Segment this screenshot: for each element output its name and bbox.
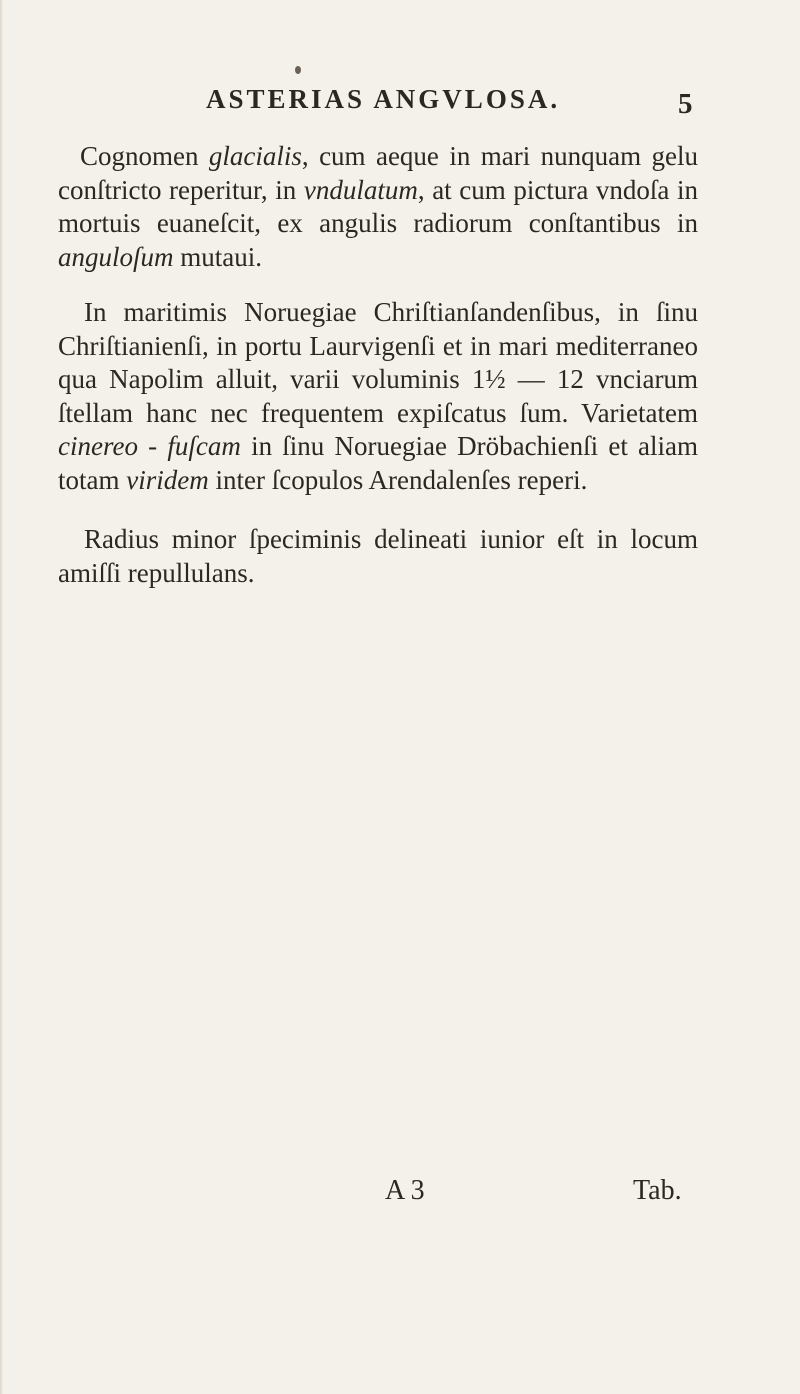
page-header xyxy=(0,84,800,124)
page-number: 5 xyxy=(678,88,693,120)
paragraph-2-text-1: In maritimis Noruegiae Chriſtianſandenſibus, in ſinu Chriſtianienſi, in portu Laurvigenſi et in mari mediterraneo qua Napolim alluit, varii voluminis 1½ — 12 vnciarum ſtellam hanc nec frequentem expiſcatus ſum. Varietatem xyxy=(58,297,698,428)
paragraph-1 xyxy=(58,140,698,274)
term-glacialis: glacialis xyxy=(208,141,302,171)
paragraph-1-text-3: , at cum pictura vndoſa in mortuis euaneſcit, ex angulis radiorum conſtantibus in xyxy=(58,174,698,238)
paragraph-1-text-2: , cum aeque in mari nunquam gelu conſtricto reperitur, in xyxy=(58,141,698,205)
term-angulosum: anguloſum xyxy=(58,241,174,272)
paragraph-3: Radius minor ſpeciminis delineati iunior eſt in locum amiſſi repullulans. xyxy=(58,524,698,588)
paragraph-2 xyxy=(58,296,698,497)
body-text xyxy=(58,140,698,590)
paragraph-1-text-1: Cognomen xyxy=(80,141,209,171)
signature-mark: A 3 xyxy=(385,1175,425,1206)
paragraph-1-text-4: mutaui. xyxy=(173,241,263,272)
term-viridem: viridem xyxy=(126,464,209,495)
term-vndulatum: vndulatum xyxy=(303,174,418,205)
ink-spot xyxy=(295,66,301,74)
term-cinereo-fuscam: cinereo - fuſcam xyxy=(58,431,241,461)
page-footer xyxy=(0,1175,800,1215)
running-title: ASTERIAS ANGVLOSA. xyxy=(206,84,561,114)
paragraph-2-text-3: inter ſcopulos Arendalenſes reperi. xyxy=(208,464,588,495)
catchword: Tab. xyxy=(633,1175,682,1206)
paragraph-2-text-2: in ſinu Noruegiae Dröbachienſi et aliam totam xyxy=(58,431,699,495)
